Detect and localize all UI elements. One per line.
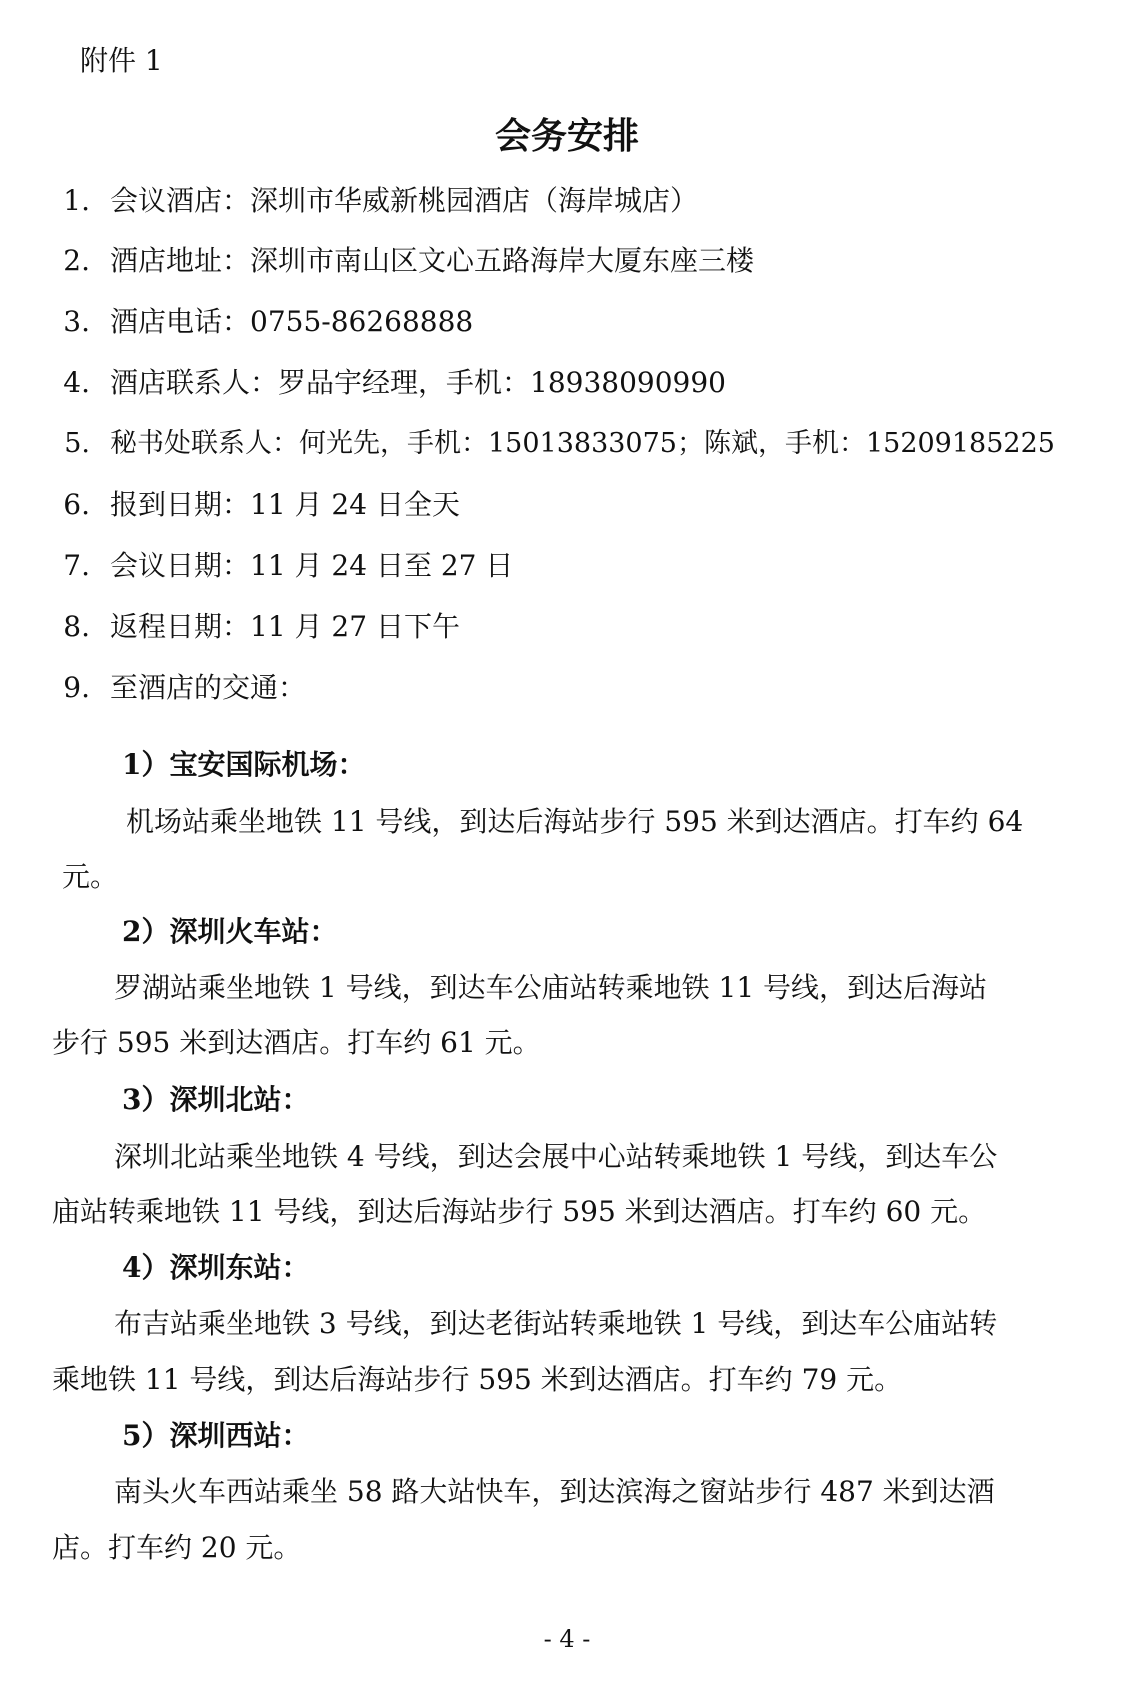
transport-heading: 5）深圳西站： [122, 1419, 310, 1452]
transport-text: 深圳北站乘坐地铁 4 号线，到达会展中心站转乘地铁 1 号线，到达车公 [114, 1140, 998, 1173]
page-title: 会务安排 [494, 115, 639, 157]
transport-heading: 1）宝安国际机场： [122, 748, 366, 781]
transport-text: 元。 [62, 860, 119, 893]
transport-text: 布吉站乘坐地铁 3 号线，到达老街站转乘地铁 1 号线，到达车公庙站转 [114, 1307, 998, 1340]
transport-heading: 2）深圳火车站： [122, 915, 338, 948]
transport-text: 南头火车西站乘坐 58 路大站快车，到达滨海之窗站步行 487 米到达酒 [114, 1475, 995, 1508]
transport-text: 庙站转乘地铁 11 号线，到达后海站步行 595 米到达酒店。打车约 60 元。 [52, 1195, 987, 1228]
transport-text: 步行 595 米到达酒店。打车约 61 元。 [52, 1026, 541, 1059]
transport-text: 乘地铁 11 号线，到达后海站步行 595 米到达酒店。打车约 79 元。 [52, 1363, 903, 1396]
transport-text: 罗湖站乘坐地铁 1 号线，到达车公庙站转乘地铁 11 号线，到达后海站 [114, 971, 988, 1004]
transport-heading: 3）深圳北站： [122, 1083, 310, 1116]
transport-heading: 4）深圳东站： [122, 1251, 310, 1284]
attachment-label: 附件 1 [80, 44, 163, 77]
transport-text: 机场站乘坐地铁 11 号线，到达后海站步行 595 米到达酒店。打车约 64 [126, 805, 1024, 838]
transport-text: 店。打车约 20 元。 [52, 1531, 302, 1564]
page-number: - 4 - [543, 1625, 591, 1653]
